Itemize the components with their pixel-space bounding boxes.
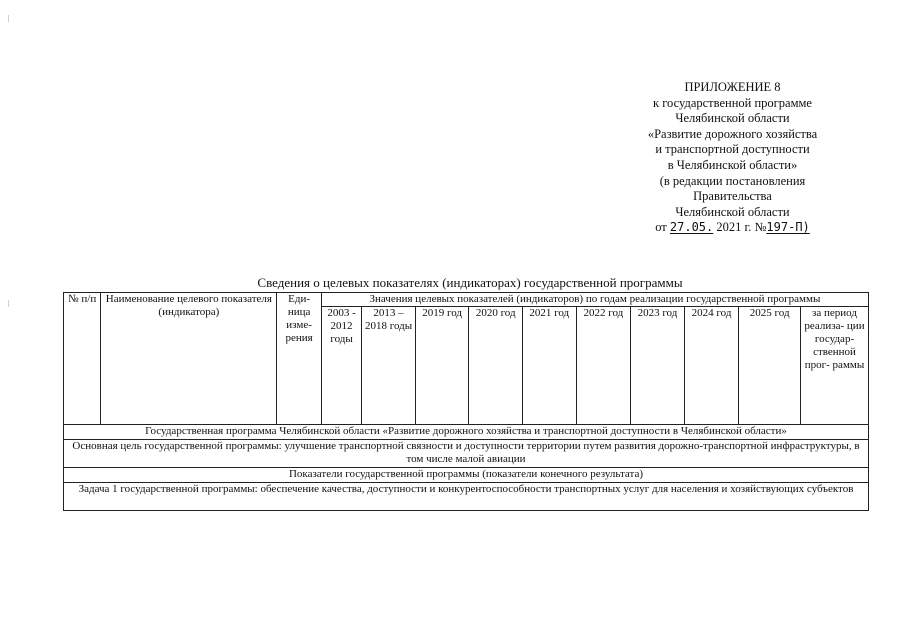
header-cell-year: 2022 год xyxy=(576,307,631,425)
header-line: Правительства xyxy=(693,189,772,204)
header-line: и транспортной доступности xyxy=(655,142,810,157)
date-prefix: от xyxy=(655,220,667,235)
header-cell-total-period: за период реализа- ции государ- ственной прог- раммы xyxy=(801,307,869,425)
header-line: в Челябинской области» xyxy=(667,157,798,172)
appendix-header xyxy=(610,80,855,236)
resolution-date-line xyxy=(610,220,855,236)
scan-mark xyxy=(8,15,9,22)
header-line: к государственной программе xyxy=(653,95,812,110)
header-cell-year: 2021 год xyxy=(523,307,577,425)
section-row-goal: Основная цель государственной программы: улучшение транспортной связности и доступности территории путем развития дорожно-транспортной инфраструктуры, в том числе малой авиации xyxy=(64,440,869,468)
header-cell-year-group: Значения целевых показателей (индикаторов) по годам реализации государственной программы xyxy=(321,293,868,307)
header-cell-unit: Еди- ница изме- рения xyxy=(277,293,321,425)
header-line: (в редакции постановления xyxy=(659,173,806,188)
header-line: Челябинской области xyxy=(675,204,790,219)
header-line: ПРИЛОЖЕНИЕ 8 xyxy=(684,80,781,94)
header-cell-year: 2023 год xyxy=(631,307,685,425)
section-row-program: Государственная программа Челябинской области «Развитие дорожного хозяйства и транспортной доступности в Челябинской области» xyxy=(64,425,869,440)
year-text: 2021 г. № xyxy=(716,220,767,235)
header-cell-year: 2003 - 2012 годы xyxy=(321,307,361,425)
header-cell-year: 2024 год xyxy=(684,307,739,425)
header-cell-year: 2020 год xyxy=(469,307,523,425)
header-cell-indicator-name: Наименование целевого показателя (индикатора) xyxy=(101,293,277,425)
handwritten-date: 27.05. xyxy=(669,220,714,235)
header-line: «Развитие дорожного хозяйства xyxy=(647,126,818,141)
table-title: Сведения о целевых показателях (индикаторах) государственной программы xyxy=(257,275,683,290)
header-cell-year: 2025 год xyxy=(739,307,801,425)
header-cell-number: № п/п xyxy=(64,293,101,425)
section-row-indicators: Показатели государственной программы (показатели конечного результата) xyxy=(64,468,869,483)
section-row-task-1: Задача 1 государственной программы: обеспечение качества, доступности и конкурентоспособности транспортных услуг для населения и хозяйствующих субъектов xyxy=(64,483,869,511)
header-cell-year: 2019 год xyxy=(415,307,469,425)
header-line: Челябинской области xyxy=(675,111,790,126)
handwritten-number: 197-П) xyxy=(766,220,810,235)
header-cell-year: 2013 – 2018 годы xyxy=(362,307,416,425)
scan-mark xyxy=(8,300,9,307)
indicators-table xyxy=(63,292,869,511)
